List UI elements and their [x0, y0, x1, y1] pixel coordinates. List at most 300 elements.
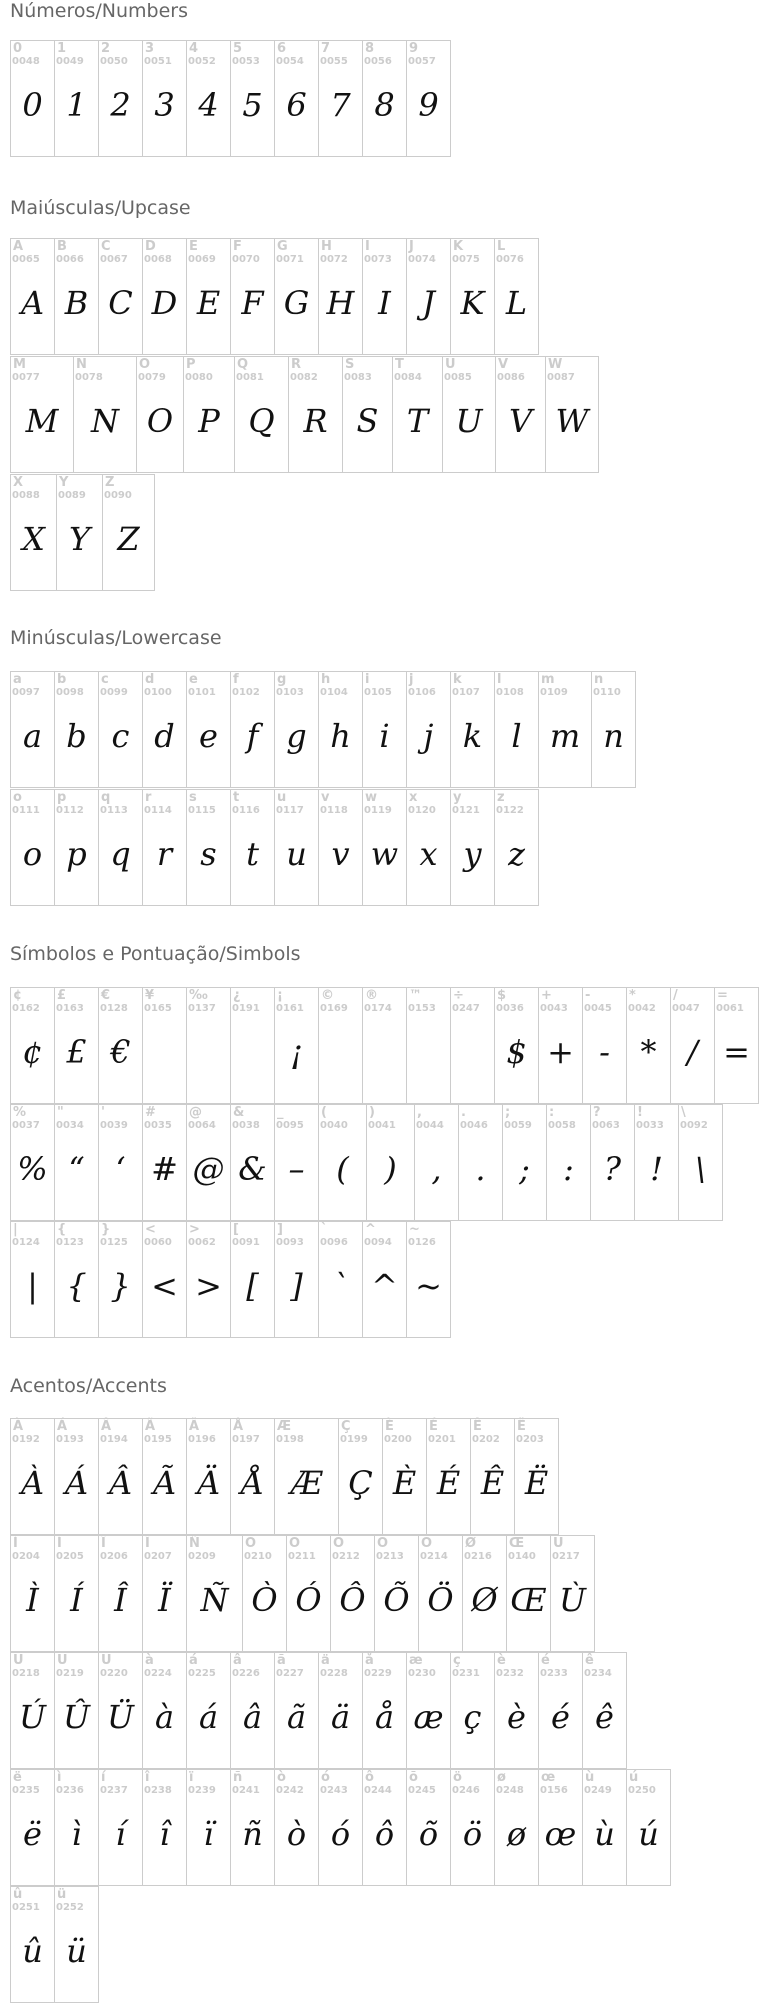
glyph-code-label: 0225	[188, 1668, 216, 1679]
glyph-cell	[318, 238, 363, 355]
glyph-cell	[714, 987, 759, 1104]
glyph-cell	[318, 1652, 363, 1769]
glyph-character-label: ì	[57, 1770, 62, 1785]
glyph-character-label: ö	[453, 1770, 462, 1785]
glyph-code-label: 0056	[364, 56, 392, 67]
glyph-character-label: |	[13, 1222, 18, 1237]
glyph-character-label: Ï	[145, 1536, 150, 1551]
glyph-code-label: 0112	[56, 805, 84, 816]
glyph-code-label: 0061	[716, 1003, 744, 1014]
glyph-code-label: 0212	[332, 1551, 360, 1562]
glyph-sample: s	[200, 835, 217, 873]
glyph-row	[10, 1535, 594, 1652]
glyph-cell	[242, 1535, 287, 1652]
glyph-cell	[406, 238, 451, 355]
glyph-sample: P	[198, 402, 220, 440]
glyph-sample: 8	[374, 86, 395, 124]
glyph-code-label: 0124	[12, 1237, 40, 1248]
glyph-code-label: 0122	[496, 805, 524, 816]
glyph-sample: 0	[22, 86, 43, 124]
glyph-sample: -	[599, 1033, 610, 1071]
glyph-row	[10, 1652, 626, 1769]
glyph-code-label: 0128	[100, 1003, 128, 1014]
glyph-character-label: K	[453, 239, 464, 254]
glyph-code-label: 0163	[56, 1003, 84, 1014]
section-title: Maiúsculas/Upcase	[10, 197, 191, 219]
glyph-sample: {	[66, 1267, 87, 1305]
glyph-cell	[318, 1221, 363, 1338]
glyph-cell	[54, 671, 99, 788]
glyph-cell	[10, 1104, 55, 1221]
glyph-cell	[406, 1769, 451, 1886]
glyph-character-label: n	[594, 672, 604, 687]
glyph-character-label: F	[233, 239, 242, 254]
glyph-code-label: 0097	[12, 687, 40, 698]
glyph-code-label: 0247	[452, 1003, 480, 1014]
glyph-code-label: 0073	[364, 254, 392, 265]
glyph-character-label: \	[681, 1105, 686, 1120]
glyph-cell	[286, 1535, 331, 1652]
glyph-character-label: Ü	[101, 1653, 112, 1668]
glyph-code-label: 0084	[394, 372, 422, 383]
glyph-code-label: 0117	[276, 805, 304, 816]
glyph-row	[10, 1104, 722, 1221]
glyph-cell	[54, 1535, 99, 1652]
glyph-code-label: 0077	[12, 372, 40, 383]
glyph-character-label: B	[57, 239, 67, 254]
glyph-code-label: 0217	[552, 1551, 580, 1562]
glyph-sample: @	[192, 1150, 225, 1188]
glyph-code-label: 0205	[56, 1551, 84, 1562]
glyph-character-label: œ	[541, 1770, 556, 1785]
glyph-character-label: Ñ	[189, 1536, 200, 1551]
glyph-sample: i	[379, 717, 390, 755]
glyph-row	[10, 987, 758, 1104]
glyph-code-label: 0198	[276, 1434, 304, 1445]
glyph-character-label: D	[145, 239, 156, 254]
glyph-sample: p	[66, 835, 87, 873]
glyph-sample: ;	[519, 1150, 530, 1188]
glyph-sample: Î	[114, 1581, 127, 1619]
glyph-code-label: 0195	[144, 1434, 172, 1445]
glyph-code-label: 0075	[452, 254, 480, 265]
glyph-cell	[342, 356, 393, 473]
glyph-cell	[142, 1652, 187, 1769]
glyph-cell	[392, 356, 443, 473]
glyph-code-label: 0219	[56, 1668, 84, 1679]
glyph-character-label: ú	[629, 1770, 639, 1785]
glyph-sample: V	[508, 402, 533, 440]
glyph-character-label: =	[717, 988, 728, 1003]
glyph-character-label: @	[189, 1105, 202, 1120]
glyph-code-label: 0087	[547, 372, 575, 383]
glyph-cell	[54, 1886, 99, 2003]
glyph-character-label: !	[637, 1105, 643, 1120]
glyph-cell	[142, 789, 187, 906]
glyph-code-label: 0050	[100, 56, 128, 67]
glyph-sample: æ	[413, 1698, 444, 1736]
glyph-code-label: 0202	[472, 1434, 500, 1445]
glyph-code-label: 0037	[12, 1120, 40, 1131]
glyph-cell	[406, 987, 451, 1104]
glyph-cell	[230, 1104, 275, 1221]
glyph-cell	[318, 789, 363, 906]
glyph-cell	[418, 1535, 463, 1652]
glyph-sample: Z	[117, 520, 140, 558]
glyph-code-label: 0201	[428, 1434, 456, 1445]
glyph-code-label: 0248	[496, 1785, 524, 1796]
glyph-cell	[626, 987, 671, 1104]
glyph-code-label: 0104	[320, 687, 348, 698]
glyph-cell	[538, 671, 592, 788]
glyph-cell	[274, 40, 319, 157]
glyph-cell	[550, 1535, 595, 1652]
glyph-character-label: 4	[189, 41, 199, 56]
glyph-sample: €	[110, 1033, 131, 1071]
glyph-cell	[10, 1769, 55, 1886]
glyph-sample: à	[154, 1698, 175, 1736]
glyph-sample: ë	[23, 1815, 42, 1853]
glyph-character-label: å	[365, 1653, 374, 1668]
glyph-cell	[230, 1418, 275, 1535]
glyph-character-label: Å	[233, 1419, 244, 1434]
glyph-sample: 1	[66, 86, 87, 124]
glyph-code-label: 0095	[276, 1120, 304, 1131]
glyph-character-label: H	[321, 239, 332, 254]
glyph-sample: t	[246, 835, 259, 873]
glyph-cell	[54, 1104, 99, 1221]
glyph-character-label: é	[541, 1653, 550, 1668]
glyph-character-label: á	[189, 1653, 198, 1668]
glyph-code-label: 0162	[12, 1003, 40, 1014]
glyph-sample: £	[66, 1033, 87, 1071]
glyph-sample: 6	[286, 86, 307, 124]
glyph-code-label: 0251	[12, 1902, 40, 1913]
glyph-code-label: 0214	[420, 1551, 448, 1562]
glyph-cell	[582, 1769, 627, 1886]
glyph-sample: z	[508, 835, 525, 873]
glyph-code-label: 0045	[584, 1003, 612, 1014]
glyph-sample: j	[423, 717, 434, 755]
glyph-cell	[288, 356, 343, 473]
glyph-character-label: È	[385, 1419, 394, 1434]
glyph-code-label: 0239	[188, 1785, 216, 1796]
glyph-cell	[406, 1221, 451, 1338]
glyph-sample: =	[723, 1033, 750, 1071]
glyph-cell	[514, 1418, 559, 1535]
glyph-character-label: y	[453, 790, 462, 805]
glyph-sample: Ó	[295, 1581, 322, 1619]
glyph-sample: 5	[242, 86, 263, 124]
glyph-character-label: Z	[105, 475, 115, 490]
glyph-row	[10, 1418, 558, 1535]
glyph-cell	[494, 789, 539, 906]
glyph-sample: S	[356, 402, 379, 440]
glyph-cell	[450, 1652, 495, 1769]
glyph-code-label: 0210	[244, 1551, 272, 1562]
glyph-code-label: 0196	[188, 1434, 216, 1445]
glyph-code-label: 0193	[56, 1434, 84, 1445]
glyph-character-label: (	[321, 1105, 327, 1120]
glyph-character-label: è	[497, 1653, 506, 1668]
glyph-cell	[502, 1104, 547, 1221]
glyph-character-label: Ö	[421, 1536, 433, 1551]
glyph-code-label: 0236	[56, 1785, 84, 1796]
glyph-code-label: 0169	[320, 1003, 348, 1014]
glyph-code-label: 0048	[12, 56, 40, 67]
glyph-cell	[10, 1535, 55, 1652]
glyph-character-label: R	[291, 357, 302, 372]
glyph-character-label: Î	[101, 1536, 106, 1551]
glyph-character-label: I	[365, 239, 370, 254]
glyph-row	[10, 474, 154, 591]
glyph-code-label: 0229	[364, 1668, 392, 1679]
glyph-sample: Ä	[196, 1464, 221, 1502]
glyph-cell	[538, 1769, 583, 1886]
glyph-sample: á	[198, 1698, 219, 1736]
glyph-sample: y	[463, 835, 482, 873]
glyph-character-label: ü	[57, 1887, 67, 1902]
glyph-code-label: 0165	[144, 1003, 172, 1014]
glyph-character-label: û	[13, 1887, 23, 1902]
glyph-character-label: Â	[101, 1419, 112, 1434]
glyph-cell	[274, 671, 319, 788]
glyph-character-label: .	[461, 1105, 466, 1120]
glyph-character-label: ï	[189, 1770, 194, 1785]
glyph-character-label: a	[13, 672, 22, 687]
glyph-sample: F	[241, 284, 264, 322]
glyph-sample: û	[22, 1932, 43, 1970]
glyph-sample: 4	[198, 86, 219, 124]
glyph-sample: ‘	[115, 1150, 126, 1188]
glyph-code-label: 0066	[56, 254, 84, 265]
glyph-sample: \	[695, 1150, 706, 1188]
glyph-code-label: 0089	[58, 490, 86, 501]
glyph-sample: H	[326, 284, 355, 322]
glyph-character-label: r	[145, 790, 152, 805]
glyph-code-label: 0055	[320, 56, 348, 67]
glyph-code-label: 0203	[516, 1434, 544, 1445]
glyph-character-label: Ó	[289, 1536, 301, 1551]
glyph-sample: ~	[415, 1267, 442, 1305]
glyph-character-label: m	[541, 672, 555, 687]
glyph-character-label: ¡	[277, 988, 283, 1003]
glyph-cell	[362, 1769, 407, 1886]
glyph-code-label: 0137	[188, 1003, 216, 1014]
glyph-sample: Û	[63, 1698, 90, 1736]
glyph-character-label: >	[189, 1222, 200, 1237]
glyph-character-label: Ò	[245, 1536, 257, 1551]
glyph-code-label: 0110	[593, 687, 621, 698]
glyph-sample: B	[64, 284, 89, 322]
glyph-sample: Ú	[19, 1698, 46, 1736]
glyph-code-label: 0094	[364, 1237, 392, 1248]
glyph-cell	[183, 356, 235, 473]
glyph-cell	[98, 1104, 143, 1221]
glyph-cell	[54, 1221, 99, 1338]
glyph-character-label: +	[541, 988, 552, 1003]
glyph-code-label: 0199	[340, 1434, 368, 1445]
glyph-sample: Ö	[427, 1581, 454, 1619]
glyph-code-label: 0085	[444, 372, 472, 383]
glyph-code-label: 0123	[56, 1237, 84, 1248]
glyph-code-label: 0115	[188, 805, 216, 816]
glyph-character-label: S	[345, 357, 355, 372]
glyph-code-label: 0197	[232, 1434, 260, 1445]
glyph-code-label: 0052	[188, 56, 216, 67]
glyph-character-label: Ê	[473, 1419, 482, 1434]
glyph-code-label: 0060	[144, 1237, 172, 1248]
glyph-cell	[186, 789, 231, 906]
glyph-character-label: ù	[585, 1770, 595, 1785]
glyph-code-label: 0096	[320, 1237, 348, 1248]
glyph-sample: A	[20, 284, 45, 322]
glyph-cell	[230, 789, 275, 906]
glyph-character-label: Q	[237, 357, 249, 372]
glyph-code-label: 0224	[144, 1668, 172, 1679]
glyph-sample: e	[199, 717, 218, 755]
glyph-cell	[102, 474, 155, 591]
glyph-code-label: 0082	[290, 372, 318, 383]
glyph-character-label: w	[365, 790, 378, 805]
glyph-character-label: x	[409, 790, 418, 805]
glyph-character-label: Ç	[341, 1419, 351, 1434]
glyph-character-label: Û	[57, 1653, 68, 1668]
glyph-character-label: l	[497, 672, 502, 687]
glyph-sample: f	[246, 717, 259, 755]
glyph-character-label: s	[189, 790, 197, 805]
glyph-cell	[538, 987, 583, 1104]
glyph-character-label: ÷	[453, 988, 464, 1003]
glyph-character-label: V	[498, 357, 509, 372]
glyph-character-label: æ	[409, 1653, 423, 1668]
glyph-character-label: :	[549, 1105, 555, 1120]
glyph-code-label: 0062	[188, 1237, 216, 1248]
glyph-code-label: 0039	[100, 1120, 128, 1131]
glyph-code-label: 0068	[144, 254, 172, 265]
glyph-character-label: }	[101, 1222, 111, 1237]
glyph-sample: È	[392, 1464, 417, 1502]
glyph-character-label: O	[139, 357, 151, 372]
glyph-code-label: 0074	[408, 254, 436, 265]
glyph-character-label: Ì	[13, 1536, 18, 1551]
glyph-cell	[230, 1769, 275, 1886]
glyph-code-label: 0241	[232, 1785, 260, 1796]
glyph-character-label: A	[13, 239, 24, 254]
glyph-code-label: 0100	[144, 687, 172, 698]
glyph-row	[10, 238, 538, 355]
glyph-cell	[406, 1652, 451, 1769]
glyph-code-label: 0081	[236, 372, 264, 383]
glyph-code-label: 0209	[188, 1551, 216, 1562]
glyph-character-label: ë	[13, 1770, 22, 1785]
glyph-character-label: É	[429, 1419, 438, 1434]
glyph-code-label: 0216	[464, 1551, 492, 1562]
glyph-cell	[136, 356, 184, 473]
glyph-code-label: 0083	[344, 372, 372, 383]
glyph-cell	[142, 987, 187, 1104]
glyph-sample: ó	[330, 1815, 351, 1853]
glyph-sample: Å	[240, 1464, 265, 1502]
glyph-character-label: W	[548, 357, 563, 372]
glyph-sample: É	[436, 1464, 461, 1502]
glyph-code-label: 0086	[497, 372, 525, 383]
glyph-character-label: J	[409, 239, 414, 254]
glyph-sample: Ç	[348, 1464, 373, 1502]
glyph-sample: 2	[110, 86, 131, 124]
glyph-code-label: 0092	[680, 1120, 708, 1131]
glyph-cell	[54, 40, 99, 157]
glyph-code-label: 0113	[100, 805, 128, 816]
glyph-code-label: 0076	[496, 254, 524, 265]
glyph-character-label: 6	[277, 41, 287, 56]
glyph-sample: â	[242, 1698, 263, 1736]
glyph-character-label: _	[277, 1105, 284, 1120]
glyph-code-label: 0121	[452, 805, 480, 816]
glyph-code-label: 0218	[12, 1668, 40, 1679]
glyph-code-label: 0059	[504, 1120, 532, 1131]
section-title: Números/Numbers	[10, 0, 188, 22]
glyph-code-label: 0044	[416, 1120, 444, 1131]
glyph-character-label: ¢	[13, 988, 23, 1003]
glyph-cell	[506, 1535, 551, 1652]
glyph-sample: Ù	[559, 1581, 586, 1619]
glyph-code-label: 0033	[636, 1120, 664, 1131]
glyph-code-label: 0047	[672, 1003, 700, 1014]
glyph-sample: o	[22, 835, 43, 873]
glyph-character-label: {	[57, 1222, 67, 1237]
glyph-character-label: e	[189, 672, 198, 687]
glyph-sample: >	[195, 1267, 222, 1305]
glyph-sample: +	[547, 1033, 574, 1071]
glyph-sample: À	[20, 1464, 45, 1502]
glyph-cell	[406, 40, 451, 157]
glyph-sample: R	[303, 402, 328, 440]
glyph-sample: œ	[544, 1815, 577, 1853]
glyph-sample: ¡	[290, 1033, 303, 1071]
glyph-character-label: ~	[409, 1222, 420, 1237]
glyph-character-label: ñ	[233, 1770, 243, 1785]
glyph-cell	[362, 671, 407, 788]
glyph-sample: –	[288, 1150, 305, 1188]
glyph-sample: Ì	[26, 1581, 39, 1619]
glyph-code-label: 0105	[364, 687, 392, 698]
glyph-cell	[626, 1769, 671, 1886]
glyph-character-label: Õ	[377, 1536, 389, 1551]
glyph-character-label: c	[101, 672, 109, 687]
section-title: Minúsculas/Lowercase	[10, 627, 222, 649]
glyph-code-label: 0072	[320, 254, 348, 265]
glyph-character-label: 7	[321, 41, 331, 56]
glyph-sample: Ñ	[200, 1581, 229, 1619]
glyph-code-label: 0245	[408, 1785, 436, 1796]
glyph-code-label: 0038	[232, 1120, 260, 1131]
glyph-cell	[98, 1769, 143, 1886]
glyph-sample: k	[462, 717, 483, 755]
glyph-cell	[142, 1535, 187, 1652]
glyph-sample: I	[378, 284, 391, 322]
glyph-character-label: [	[233, 1222, 239, 1237]
glyph-code-label: 0243	[320, 1785, 348, 1796]
glyph-sample: |	[27, 1267, 38, 1305]
glyph-sample: m	[549, 717, 581, 755]
glyph-character-label: X	[13, 475, 24, 490]
glyph-cell	[362, 238, 407, 355]
glyph-cell	[274, 1652, 319, 1769]
glyph-character-label: q	[101, 790, 111, 805]
glyph-character-label: À	[13, 1419, 24, 1434]
glyph-cell	[426, 1418, 471, 1535]
